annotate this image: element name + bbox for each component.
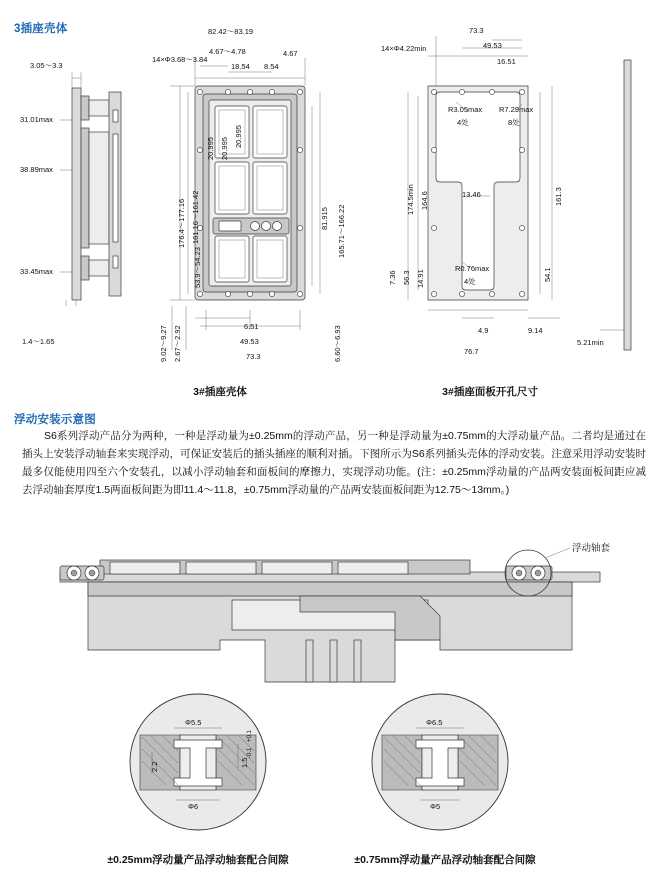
dim-b-18: 4.9 <box>478 326 489 335</box>
dim-c-5: -0.1 <box>247 747 253 758</box>
float-mount-section <box>60 548 600 682</box>
dim-a-front-14: 9.02～9.27 <box>159 325 168 362</box>
dim-b-15: R0.76max <box>455 264 490 273</box>
dim-a-front-1: 4.67～4.78 <box>209 47 246 56</box>
dim-a-front-5: 14×Φ3.68～3.84 <box>152 55 208 64</box>
dim-b-7: 8处 <box>508 118 520 127</box>
dim-c-3: 1.5 <box>240 757 249 768</box>
dim-b-0: 73.3 <box>469 26 484 35</box>
dim-b-8: 13.46 <box>462 190 481 199</box>
dim-b-11: 164.6 <box>420 191 429 210</box>
dim-b-12: 7.36 <box>388 270 397 285</box>
caption-fig-c: ±0.25mm浮动量产品浮动轴套配合间隙 <box>107 854 289 866</box>
dim-a-front-4: 4.67 <box>283 49 298 58</box>
dim-a-side-4: 1.4～1.65 <box>22 337 55 346</box>
dim-b-10: 174.5min <box>406 184 415 215</box>
caption-fig-b: 3#插座面板开孔尺寸 <box>442 386 538 398</box>
dim-d-1: Φ5 <box>430 802 441 811</box>
dim-b-19: 9.14 <box>528 326 543 335</box>
dim-a-side-0: 3.05～3.3 <box>30 61 63 70</box>
dim-c-0: Φ5.5 <box>185 718 202 727</box>
dim-a-front-0: 82.42～83.19 <box>208 27 254 36</box>
dim-a-front-17: 49.53 <box>240 337 259 346</box>
dim-a-front-10: 161.16～161.42 <box>191 190 200 244</box>
dim-a-front-12: 165.71～166.22 <box>337 204 346 258</box>
dim-a-front-9: 176.4～177.16 <box>177 198 186 248</box>
dim-a-front-15: 2.67～2.92 <box>173 325 182 362</box>
dim-c-1: Φ6 <box>188 802 199 811</box>
dim-a-front-11: 81.915 <box>320 207 329 230</box>
dim-a-side-1: 31.01max <box>20 115 53 124</box>
dim-b-14: 14.91 <box>416 269 425 288</box>
dim-a-front-6: 20.995 <box>206 137 215 160</box>
dim-a-front-19: 6.60～6.93 <box>333 325 342 362</box>
dim-a-front-2: 18.54 <box>231 62 250 71</box>
float-bushing-callout: 浮动轴套 <box>572 543 611 554</box>
dim-b-9: 161.3 <box>554 187 563 206</box>
section-title-float-mount: 浮动安装示意图 <box>14 414 96 426</box>
dim-a-front-7: 20.995 <box>220 137 229 160</box>
dim-c-4: +0.1 <box>247 730 253 742</box>
dim-b-2: 16.51 <box>497 57 516 66</box>
dim-d-0: Φ6.5 <box>426 718 443 727</box>
dim-a-front-18: 73.3 <box>246 352 261 361</box>
fig-a-side-view <box>60 72 121 306</box>
dim-a-side-2: 38.89max <box>20 165 53 174</box>
dim-b-21: 76.7 <box>464 347 479 356</box>
dim-b-20: 5.21min <box>577 338 604 347</box>
section-title-socket-housing: 3插座壳体 <box>14 23 68 35</box>
dim-a-side-3: 33.45max <box>20 267 53 276</box>
dim-a-front-13: 53.9～54.23 <box>193 247 202 288</box>
dim-a-front-3: 8.54 <box>264 62 279 71</box>
caption-fig-d: ±0.75mm浮动量产品浮动轴套配合间隙 <box>354 854 536 866</box>
dim-b-6: R7.29max <box>499 105 534 114</box>
caption-fig-a: 3#插座壳体 <box>193 386 247 398</box>
dim-a-front-16: 6.51 <box>244 322 259 331</box>
dim-b-17: 54.1 <box>543 267 552 282</box>
dim-b-13: 56.3 <box>402 270 411 285</box>
fig-b-panel-cutout <box>408 36 631 350</box>
dim-b-16: 4处 <box>464 277 476 286</box>
dim-b-5: 4处 <box>457 118 469 127</box>
dim-a-front-8: 20.995 <box>234 125 243 148</box>
float-mount-paragraph: S6系列浮动产品分为两种，一种是浮动量为±0.25mm的浮动产品，另一种是浮动量为±0.75mm的大浮动量产品。二者均是通过在插头上安装浮动轴套来实现浮动，可保证安装后的插头插座的顺利对插。下图所示为S6系列插头壳体的浮动安装。注意采用浮动安装时最多仅能使用四至六个安装孔，以减小浮动轴套和面板间的摩擦力，实现浮动功能。(注：±0.25mm浮动量的产品两安装面板间距应减去浮动轴套厚度1.5两面板间距为即11.4～11.8，±0.75mm浮动量的产品两安装面板间距为12.75～13mm。) <box>22 430 646 496</box>
float-mount-description <box>22 427 646 499</box>
dim-c-2: 2.2 <box>150 761 159 772</box>
dim-b-3: 14×Φ4.22min <box>381 44 427 53</box>
dim-b-1: 49.53 <box>483 41 502 50</box>
dim-b-4: R3.05max <box>448 105 483 114</box>
